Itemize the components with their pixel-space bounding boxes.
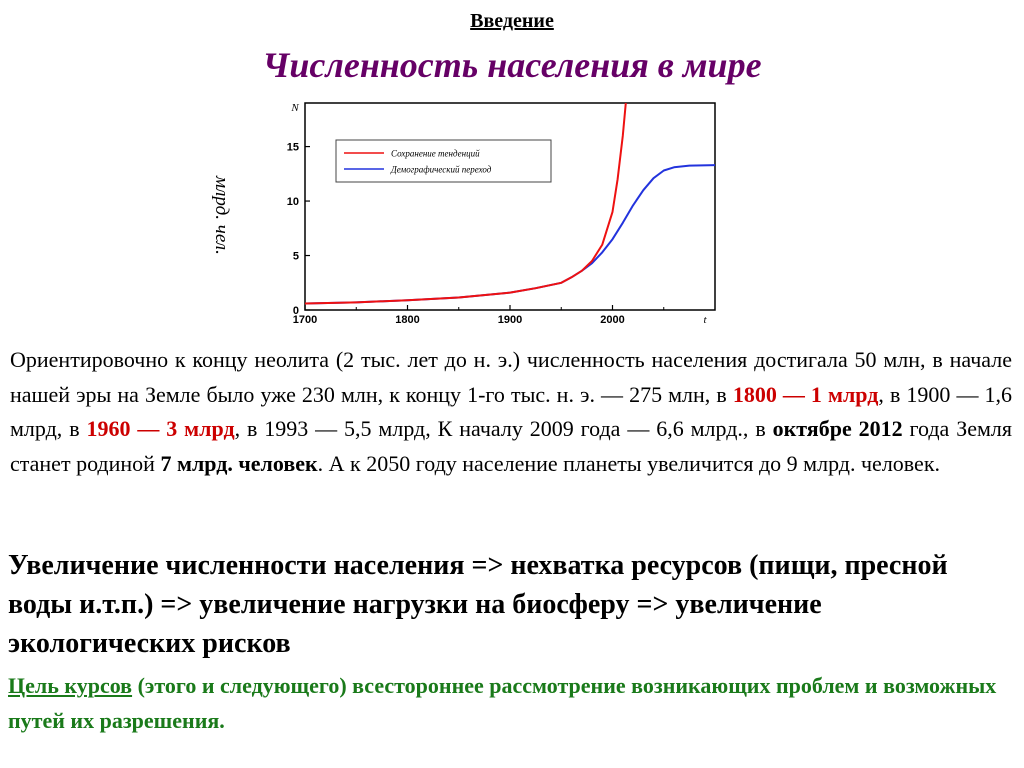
y-axis-symbol: N [291,102,299,114]
x-axis-symbol: t [703,314,707,326]
series-line [305,165,715,303]
legend-label: Сохранение тенденций [391,148,480,159]
highlight-1800: 1800 — 1 млрд [732,381,879,407]
section-label: Введение [470,10,554,32]
intro-text: , в 1993 — 5,5 млрд, К началу 2009 года — 6,6 млрд., в [234,416,773,441]
intro-text: года Земля станет родиной [10,416,1013,476]
course-goal [8,668,1013,738]
intro-text: . А к 2050 году население планеты увеличится до 9 млрд. человек. [317,450,941,476]
x-tick-label: 1700 [292,314,318,326]
x-tick-label: 2000 [600,314,625,326]
course-goal-label: Цель курсов [8,673,133,698]
legend-box [336,140,551,182]
y-axis-label: млрд. чел. [211,176,232,255]
slide-title: Численность населения в мире [262,45,762,85]
y-tick-label: 15 [286,141,299,154]
series-line [305,103,626,304]
x-tick-label: 1800 [395,314,420,326]
intro-text: , в 1900 — 1,6 млрд, в [10,381,1013,441]
legend-label: Демографический переход [391,164,492,175]
x-tick-label: 1900 [497,314,523,326]
conclusion-text: Увеличение численности населения => нехватка ресурсов (пищи, пресной воды и.т.п.) => увеличение нагрузки на биосферу => увеличение экологических рисков [8,550,948,659]
intro-paragraph [10,343,1012,481]
population-chart [230,96,730,328]
y-tick-label: 5 [292,250,299,263]
bold-7-billion: 7 млрд. человек [160,450,318,476]
y-tick-label: 0 [292,305,299,317]
intro-text: Ориентировочно к концу неолита (2 тыс. лет до н. э.) численность населения достигала 50 млн, в начале нашей эры на Земле было уже 230 млн, к концу 1-го тыс. н. э. — 275 млн, в [10,347,1012,407]
plot-frame [305,103,715,310]
highlight-1960: 1960 — 3 млрд [86,416,235,441]
course-goal-text: (этого и следующего) всестороннее рассмотрение возникающих проблем и возможных путей их разрешения. [8,673,997,733]
y-tick-label: 10 [286,196,299,209]
bold-october-2012: октябре 2012 [772,416,903,441]
